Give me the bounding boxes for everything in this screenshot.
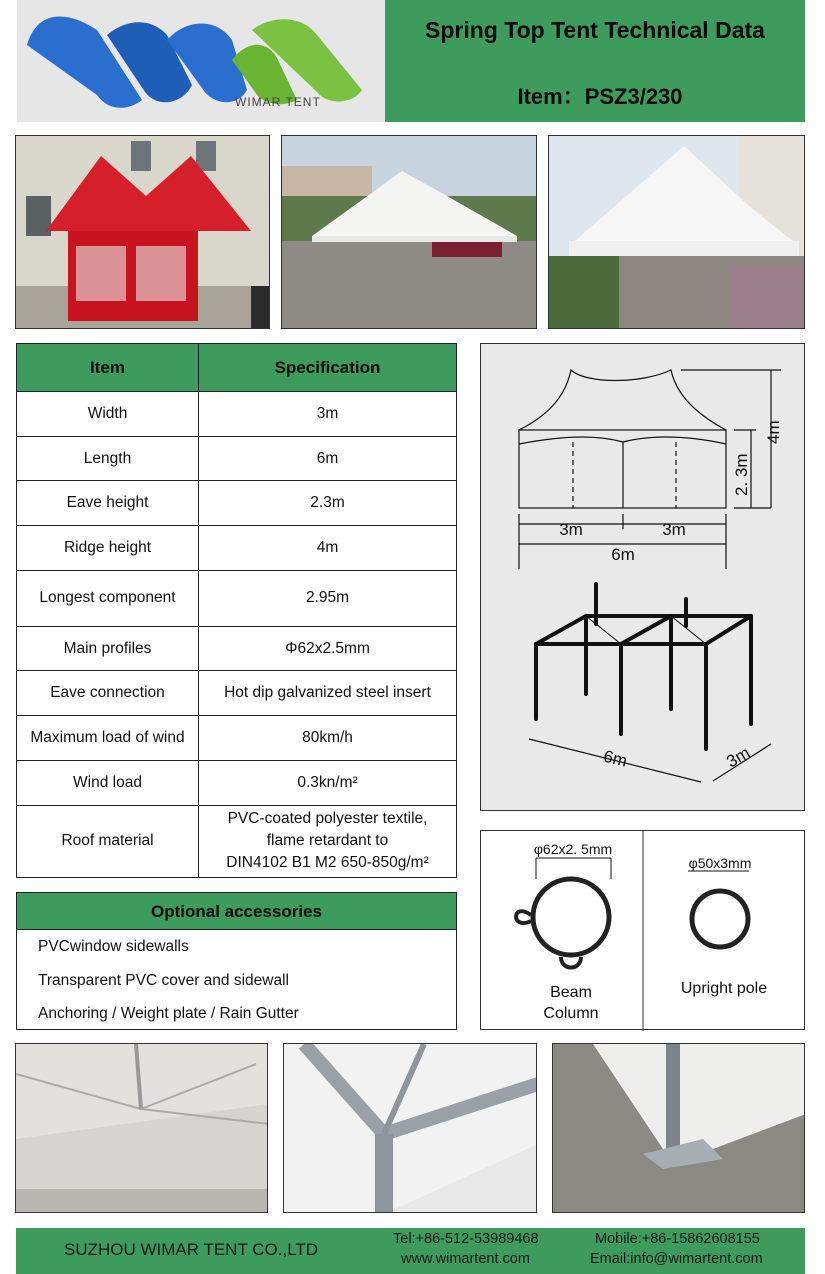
photo-white-tent [281,135,537,329]
row-label: Eave connection [17,671,199,716]
row-value: 2.3m [199,481,457,526]
row-label: Width [17,392,199,437]
page-title: Spring Top Tent Technical Data [425,17,765,43]
photo-red-tent [15,135,270,329]
photo-roof-interior [15,1043,268,1213]
spec-table [16,343,457,878]
table-row [17,716,457,761]
column-label: Column [543,1005,599,1022]
optional-accessories-title: Optional accessories [17,893,456,930]
upright-pole-label: Upright pole [680,980,768,997]
website-link[interactable]: www.wimartent.com [401,1251,530,1267]
row-value: 2.95m [199,570,457,626]
table-row [17,626,457,671]
row-value: 6m [199,436,457,481]
row-value [199,805,457,877]
table-header-row [17,344,457,392]
roof-material-line: DIN4102 B1 M2 650-850g/m² [226,854,429,871]
optional-accessories [16,892,457,1030]
beam-label: Beam [550,984,592,1001]
row-value: Φ62x2.5mm [199,626,457,671]
roof-material-line: flame retardant to [266,832,389,849]
row-label: Roof material [17,805,199,877]
row-label: Maximum load of wind [17,716,199,761]
footer [16,1228,805,1274]
photo-base-plate [552,1043,805,1213]
bay2-label: 3m [662,520,686,539]
row-label: Length [17,436,199,481]
table-row [17,760,457,805]
table-row [17,671,457,716]
row-value: 80km/h [199,716,457,761]
row-label: Main profiles [17,626,199,671]
table-row [17,392,457,437]
frame-length-label: 6m [601,746,630,771]
row-label: Longest component [17,570,199,626]
photo-hall-tent [548,135,805,329]
row-value: Hot dip galvanized steel insert [199,671,457,716]
eave-height-label: 2. 3m [732,453,751,496]
list-item: Anchoring / Weight plate / Rain Gutter [38,1005,299,1022]
table-row [17,526,457,571]
row-value: 0.3kn/m² [199,760,457,805]
row-label: Wind load [17,760,199,805]
table-row [17,436,457,481]
table-row [17,570,457,626]
email-link[interactable]: Email:info@wimartent.com [590,1251,763,1267]
table-row [17,481,457,526]
pole-dimension: φ50x3mm [688,855,752,871]
upright-pole-profile-icon [688,871,749,947]
company-name: SUZHOU WIMAR TENT CO.,LTD [64,1240,319,1259]
frame-width-label: 3m [723,743,754,772]
list-item: PVCwindow sidewalls [38,938,189,955]
total-length-label: 6m [611,545,635,564]
tent-dimension-diagram [480,343,805,811]
tel: Tel:+86-512-53989468 [393,1231,539,1247]
photo-corner-connector [283,1043,537,1213]
row-value: 4m [199,526,457,571]
logo-text: WIMAR TENT [235,95,321,109]
row-label: Eave height [17,481,199,526]
bay1-label: 3m [559,520,583,539]
ridge-height-label: 4m [764,420,783,444]
title-panel [385,0,805,122]
wimar-logo-icon [17,0,385,122]
tent-elevation-drawing [481,344,806,812]
logo [17,0,385,122]
row-value: 3m [199,392,457,437]
column-header-specification: Specification [199,344,457,392]
mobile: Mobile:+86-15862608155 [595,1231,760,1247]
column-header-item: Item [17,344,199,392]
list-item: Transparent PVC cover and sidewall [38,971,289,989]
row-label: Ridge height [17,526,199,571]
item-code: Item：PSZ3/230 [517,84,683,109]
table-row [17,805,457,877]
roof-material-line: PVC-coated polyester textile, [227,810,428,827]
profile-sections [480,830,805,1030]
beam-profile-icon [516,858,611,968]
beam-dimension: φ62x2. 5mm [533,841,613,857]
